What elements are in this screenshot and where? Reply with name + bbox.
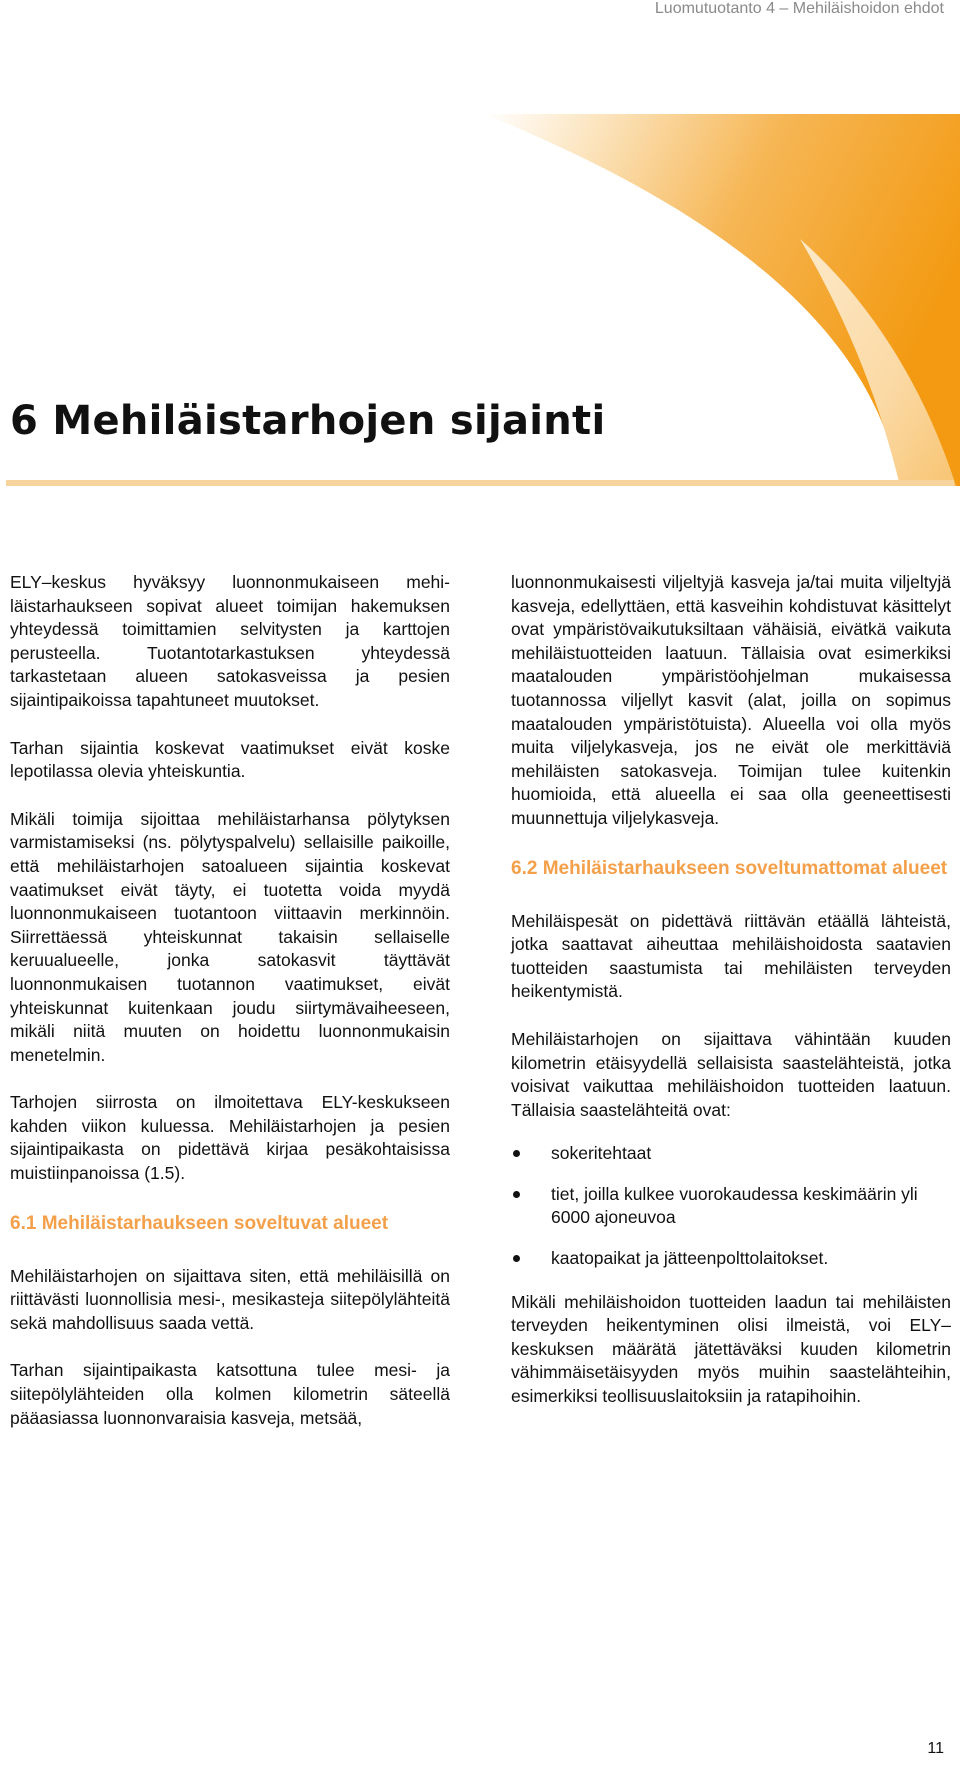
bullet-icon: [513, 1150, 520, 1157]
bullet-icon: [513, 1255, 520, 1262]
list-item-text: sokeritehtaat: [551, 1143, 652, 1164]
paragraph: Mikäli toimija sijoittaa mehiläistarhansa pölytyksen varmistamiseksi (ns. pölytyspalvelu) sellaisille paikoille, että mehiläistarhojen satoalueen sijaintia koskevat vaatimukset eivät täyty, ei tuotetta voida myydä luonnonmukaiseen tuotantoon viittaavin merkinnöin. Siirrettäessä yhteiskunnat takaisin sellaiselle keruualueelle, jonka satokasvit täyttävät luonnonmukaisen tuotannon vaatimukset, eivät yhteiskunnat kuitenkaan joudu siirtymävaiheeseen, mikäli niitä muuten on hoidettu luonnonmukaisin menetelmin.: [10, 808, 450, 1065]
paragraph: Tarhan sijaintipaikasta katsottuna tulee mesi- ja siitepölylähteiden olla kolmen kilometrin säteellä pääasiassa luonnonvaraisia kasveja, metsää,: [10, 1360, 450, 1428]
list-item: [511, 1142, 951, 1166]
bullet-icon: [513, 1191, 520, 1198]
list-item-text: tiet, joilla kulkee vuorokaudessa keskimäärin yli 6000 ajoneuvoa: [551, 1183, 918, 1228]
paragraph: Mehiläistarhojen on sijaittava siten, että mehiläisillä on riittävästi luonnollisia mesi-, mesikasteja siitepölylähteitä sekä mahdollisuus saada vettä.: [10, 1265, 450, 1333]
right-column: [511, 571, 951, 1433]
list-item: [511, 1183, 951, 1230]
section-heading-6-1: 6.1 Mehiläistarhaukseen soveltuvat alueet: [10, 1212, 389, 1234]
chapter-title: 6 Mehiläistarhojen sijainti: [10, 398, 606, 444]
paragraph: Mikäli mehiläishoidon tuotteiden laadun tai mehiläisten terveyden heikentyminen olisi ilmeistä, voi ELY–keskuksen määrätä jätettäväksi kuuden kilometrin vähimmäisetäisyyden myös muihin saastelähteihin, esimerkiksi teollisuuslaitoksiin ja ratapihoihin.: [511, 1291, 951, 1407]
left-column: [10, 571, 450, 1454]
paragraph: luonnonmukaisesti viljeltyjä kasveja ja/tai muita viljeltyjä kasveja, edellyttäen, että kasveihin kohdistuvat käsittelyt ovat ympäristövaikutuksiltaan vähäisiä, eivätkä vaikuta mehiläistuotteiden laatuun. Tällaisia ovat esimerkiksi maatalouden ympäristöohjelman mukaisessa tuotannossa viljellyt kasvit (alat, joilla on sopimus maatalouden ympäristötuista). Alueella voi olla myös muita viljelykasveja, jos ne eivät ole merkittäviä mehiläisten satokasveja. Toimijan tulee kuitenkin huomioida, että alueella ei saa olla geeneettisesti muunnettuja viljelykasveja.: [511, 572, 951, 828]
paragraph: Tarhan sijaintia koskevat vaatimukset eivät koske lepotilassa olevia yhteiskuntia.: [10, 737, 450, 782]
paragraph: Mehiläistarhojen on sijaittava vähintään kuuden kilometrin etäisyydellä sellaisista saastelähteistä, jotka voisivat vaikuttaa mehiläishoidon tuotteiden laatuun. Tällaisia saastelähteitä ovat:: [511, 1028, 951, 1120]
section-heading-6-2: 6.2 Mehiläistarhaukseen soveltumattomat alueet: [511, 857, 948, 879]
paragraph: ELY–keskus hyväksyy luonnonmukaiseen mehiläistarhaukseen sopivat alueet toimijan hakemuksen yhteydessä toimittamien selvitysten ja karttojen perusteella. Tuotantotarkastuksen yhteydessä tarkastetaan alueen satokasveissa ja pesien sijaintipaikoissa tapahtuneet muutokset.: [10, 572, 450, 710]
paragraph: Mehiläispesät on pidettävä riittävän etäällä lähteistä, jotka saattavat aiheuttaa mehiläishoidosta saatavien tuotteiden saastumista tai mehiläisten terveyden heikentymistä.: [511, 910, 951, 1002]
pollution-source-list: [511, 1142, 951, 1270]
running-header: Luomutuotanto 4 – Mehiläishoidon ehdot: [654, 0, 944, 17]
list-item-text: kaatopaikat ja jätteenpolttolaitokset.: [551, 1248, 829, 1269]
title-rule: [6, 480, 954, 486]
list-item: [511, 1247, 951, 1271]
page-number: 11: [927, 1740, 944, 1757]
paragraph: Tarhojen siirrosta on ilmoitettava ELY-keskukseen kahden viikon kuluessa. Mehiläistarhojen ja pesien sijaintipaikasta on pidettävä kirjaa pesäkohtaisissa muistiinpanoissa (1.5).: [10, 1092, 450, 1184]
